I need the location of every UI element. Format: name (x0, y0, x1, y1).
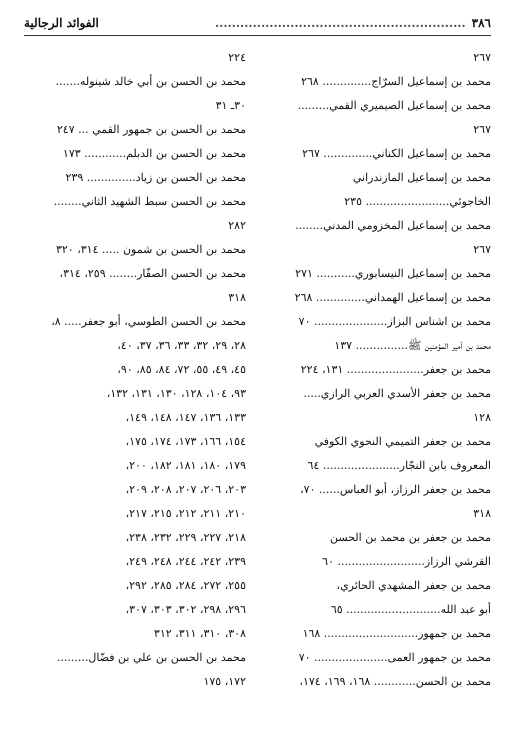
index-entry-line: محمد بن الحسن سبط الشهيد الثاني........ (53, 195, 246, 208)
index-entry-line: محمد بن جمهور العمى..................... ٧٠ (298, 651, 491, 664)
index-entry-line: ٢٨، ٢٩، ٣٢، ٣٣، ٣٦، ٣٧، ٤٠، (117, 339, 246, 352)
header-leader: ............................................................ (214, 16, 466, 30)
index-entry-line: ٢٣٩، ٢٤٢، ٢٤٤، ٢٤٨، ٢٤٩، (125, 555, 246, 568)
index-entry-line: محمد بن أمير المؤمنين ﷺ............... ١٣٧ (334, 339, 491, 352)
index-entry-line: محمد بن إسماعيل السرّاج.............. ٢٦٨ (301, 75, 491, 88)
index-entry-line: محمد بن جعفر بن محمد بن الحسن (330, 531, 491, 544)
index-entry-line: محمد بن إسماعيل المازندراني (352, 171, 491, 184)
index-entry-line: ٢٢٤ (228, 51, 246, 64)
index-entry-line: ٤٥، ٤٩، ٥٥، ٧٢، ٨٤، ٨٥، ٩٠، (117, 363, 246, 376)
index-entry-line: ٢١٠، ٢١١، ٢١٢، ٢١٥، ٢١٧، (125, 507, 246, 520)
index-entry-line: ٢٦٧ (473, 243, 491, 256)
index-entry-line: محمد بن جعفر...................... ١٣١، ٢٢٤ (300, 363, 491, 376)
index-entry-line: ٢٦٧ (473, 51, 491, 64)
index-entry-line: محمد بن إسماعيل الكناني.............. ٢٦٧ (302, 147, 491, 160)
index-entry-line: ٣٠ـ ٣١ (215, 99, 246, 112)
book-title: الفوائد الرجالية (24, 16, 99, 30)
index-entry-line: محمد بن إسماعيل الصيميري القمي......... (297, 99, 491, 112)
index-entry-line: محمد بن الحسن............ ١٦٨، ١٦٩، ١٧٤، (299, 675, 491, 688)
page-number: ٣٨٦ (471, 16, 491, 30)
index-entry-line: محمد بن جعفر التميمي النحوي الكوفي (314, 435, 491, 448)
index-entry-line: محمد بن جعفر الأسدي العربي الرازي..... (303, 387, 491, 400)
index-column-right (269, 46, 491, 694)
index-entry-line: محمد بن جمهور........................... ١٦٨ (302, 627, 491, 640)
index-entry-line: محمد بن الحسن بن شمون ..... ٣١٤، ٣٢٠ (55, 243, 246, 256)
index-entry-line: محمد بن الحسن الصفّار........ ٢٥٩، ٣١٤، (59, 267, 246, 280)
index-entry-line: ٢٨٢ (228, 219, 246, 232)
index-entry-line: محمد بن الحسن بن جمهور القمي ... ٢٤٧ (56, 123, 246, 136)
index-entry-line: محمد بن جعفر المشهدي الحائري، (336, 579, 491, 592)
index-entry-line: محمد بن جعفر الرزاز، أبو العباس...... ٧٠، (300, 483, 491, 496)
index-entry-line: محمد بن الحسن بن الدبلم............ ١٧٣ (62, 147, 246, 160)
index-entry-line: ٣١٨ (473, 507, 491, 520)
index-entry-line: ٣١٨ (228, 291, 246, 304)
index-entry-line: محمد بن إسماعيل الهمداني.............. ٢٦٨ (294, 291, 491, 304)
index-entry-line: ١٥٤، ١٦٦، ١٧٣، ١٧٤، ١٧٥، (125, 435, 246, 448)
index-entry-line: محمد بن إسماعيل النيسابوري........... ٢٧١ (295, 267, 491, 280)
index-entry-line: ٣٠٨، ٣١٠، ٣١١، ٣١٢ (153, 627, 246, 640)
index-entry-line: ٢٥٥، ٢٧٢، ٢٨٤، ٢٨٥، ٢٩٢، (125, 579, 246, 592)
index-entry-line: محمد بن الحسن بن زياد.............. ٢٣٩ (65, 171, 246, 184)
running-header (24, 14, 491, 32)
index-entry-line: محمد بن إسماعيل المخزومي المدني........ (295, 219, 491, 232)
index-entry-line: محمد بن الحسن بن علي بن فضّال......... (56, 651, 246, 664)
index-entry-line: ١٧٩، ١٨٠، ١٨١، ١٨٢، ٢٠٠، (125, 459, 246, 472)
index-entry-line: الخاجوئي........................ ٢٣٥ (344, 195, 491, 208)
index-entry-line: محمد بن اشناس البزاز..................... ٧٠ (298, 315, 491, 328)
index-entry-line: محمد بن الحسن الطوسي، أبو جعفر..... ٨، (51, 315, 246, 328)
index-entry-line: المعروف بابن النجّار...................... ٦٤ (307, 459, 491, 472)
index-entry-line: القرشي الرزاز......................... ٦٠ (322, 555, 491, 568)
header-rule (24, 35, 491, 36)
index-entry-line: أبو عبد الله........................... ٦٥ (330, 603, 491, 616)
index-entry-line: ٢١٨، ٢٢٧، ٢٢٩، ٢٣٢، ٢٣٨، (125, 531, 246, 544)
index-entry-line: ٢٦٧ (473, 123, 491, 136)
index-column-left (24, 46, 246, 694)
index-entry-line: ١٢٨ (473, 411, 491, 424)
index-entry-line: ٢٠٣، ٢٠٦، ٢٠٧، ٢٠٨، ٢٠٩، (125, 483, 246, 496)
index-entry-line: ١٣٣، ١٣٦، ١٤٧، ١٤٨، ١٤٩، (125, 411, 246, 424)
index-entry-line: محمد بن الحسن بن أبي خالد شينوله....... (55, 75, 246, 88)
index-entry-line: ١٧٢، ١٧٥ (203, 675, 246, 688)
index-entry-line: ٢٩٦، ٢٩٨، ٣٠٢، ٣٠٣، ٣٠٧، (125, 603, 246, 616)
index-entry-line: ٩٣، ١٠٤، ١٢٨، ١٣٠، ١٣١، ١٣٢، (106, 387, 246, 400)
